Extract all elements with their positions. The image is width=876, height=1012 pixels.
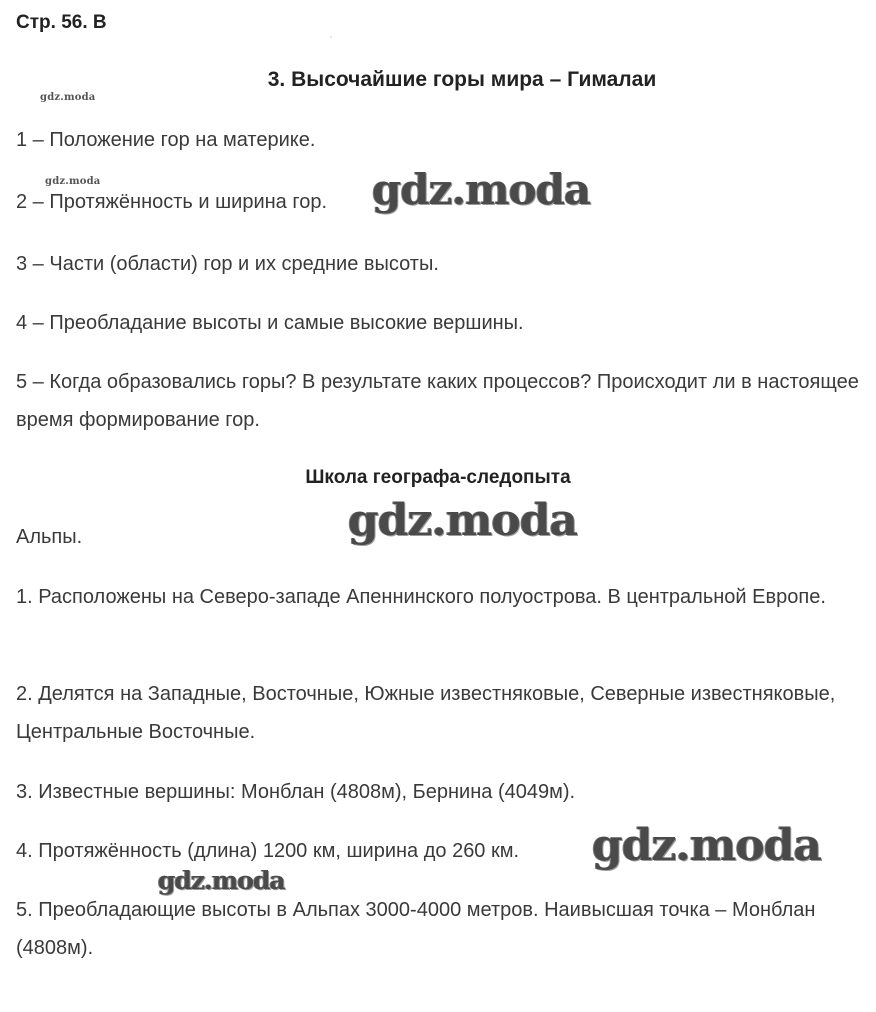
alps-item-1: 1. Расположены на Северо-западе Апеннинского полуострова. В центральной Европе. — [16, 586, 826, 608]
decorative-dot — [330, 36, 332, 38]
subject-alps: Альпы. — [16, 526, 83, 548]
alps-item-4: 4. Протяжённость (длина) 1200 км, ширина до 260 км. — [16, 840, 520, 862]
list-item-4: 4 – Преобладание высоты и самые высокие вершины. — [16, 312, 524, 334]
list-item-5: 5 – Когда образовались горы? В результате каких процессов? Происходит ли в настоящее время формирование гор. — [16, 371, 859, 431]
list-item-3: 3 – Части (области) гор и их средние высоты. — [16, 253, 439, 275]
page-label: Стр. 56. В — [16, 12, 107, 33]
section-title-himalayas: 3. Высочайшие горы мира – Гималаи — [267, 68, 657, 91]
watermark-logo-large: gdz.moda — [348, 495, 578, 546]
section-title-school: Школа географа-следопыта — [305, 467, 571, 488]
alps-item-3: 3. Известные вершины: Монблан (4808м), Бернина (4049м). — [16, 781, 576, 803]
alps-item-2: 2. Делятся на Западные, Восточные, Южные известняковые, Северные известняковые, Центральные Восточные. — [16, 683, 836, 743]
alps-item-5: 5. Преобладающие высоты в Альпах 3000-4000 метров. Наивысшая точка – Монблан (4808м). — [16, 899, 816, 959]
list-item-1: 1 – Положение гор на материке. — [16, 129, 316, 151]
watermark-logo-medium: gdz.moda — [158, 866, 285, 895]
list-item-2: 2 – Протяжённость и ширина гор. — [16, 191, 328, 213]
watermark-logo-small: gdz.moda — [45, 176, 101, 187]
watermark-logo-small: gdz.moda — [40, 92, 96, 103]
watermark-logo-large: gdz.moda — [592, 820, 822, 871]
watermark-logo-large: gdz.moda — [372, 165, 591, 214]
